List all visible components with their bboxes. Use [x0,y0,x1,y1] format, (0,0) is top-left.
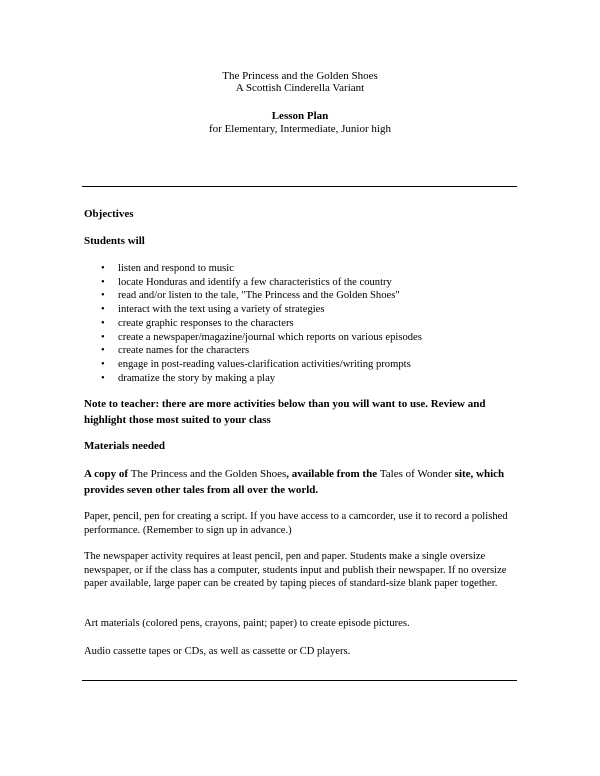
objectives-intro: Students will [84,235,145,247]
title-line-1: The Princess and the Golden Shoes [222,70,378,82]
bullet-icon: • [101,290,105,302]
subtitle: Lesson Plan [271,110,329,122]
materials-paragraph: Paper, pencil, pen for creating a script. If you have access to a camcorder, use it to record a polished performance. (Remember to sign up in advance.) [84,511,508,536]
story-title: The Princess and the Golden Shoes [130,468,287,480]
bullet-icon: • [101,304,105,316]
materials-paragraph: Art materials (colored pens, crayons, paint; paper) to create episode pictures. [84,618,410,629]
list-item: • read and/or listen to the tale, "The Princess and the Golden Shoes" [101,290,400,302]
bullet-icon: • [101,358,105,370]
bullet-icon: • [101,317,105,329]
materials-paragraph: Audio cassette tapes or CDs, as well as cassette or CD players. [84,646,351,657]
bullet-icon: • [101,345,105,357]
objectives-heading: Objectives [84,208,134,220]
materials-heading: Materials needed [84,440,165,452]
horizontal-rule-bottom [82,680,517,681]
bullet-icon: • [101,276,105,288]
materials-copy-paragraph: A copy of The Princess and the Golden Shoes, available from the Tales of Wonder site, which provides seven other tales from all over the world. [84,468,505,496]
list-item: • create names for the characters [101,345,250,357]
bullet-icon: • [101,372,105,384]
objectives-list [84,262,514,385]
title-line-2: A Scottish Cinderella Variant [235,82,365,94]
list-item: • engage in post-reading values-clarification activities/writing prompts [101,358,411,370]
teacher-note: Note to teacher: there are more activities below than you will want to use. Review and highlight those most suited to your class [84,398,486,426]
bullet-icon: • [101,263,105,274]
list-item: • create graphic responses to the characters [101,317,294,329]
list-item: • dramatize the story by making a play [101,372,276,384]
grade-levels: for Elementary, Intermediate, Junior high [209,123,391,135]
list-item: • locate Honduras and identify a few characteristics of the country [101,276,392,288]
list-item: • interact with the text using a variety of strategies [101,304,325,316]
horizontal-rule-top [82,186,517,187]
bullet-icon: • [101,331,105,343]
list-item: • create a newspaper/magazine/journal which reports on various episodes [101,331,422,343]
materials-paragraph: The newspaper activity requires at least pencil, pen and paper. Students make a single oversize newspaper, or if the class has a computer, students input and publish their newspaper. If no oversize paper available, large paper can be created by taping pieces of standard-size blank paper together. [84,551,507,589]
site-link[interactable]: Tales of Wonder [379,468,452,480]
list-item: • listen and respond to music [101,263,234,274]
